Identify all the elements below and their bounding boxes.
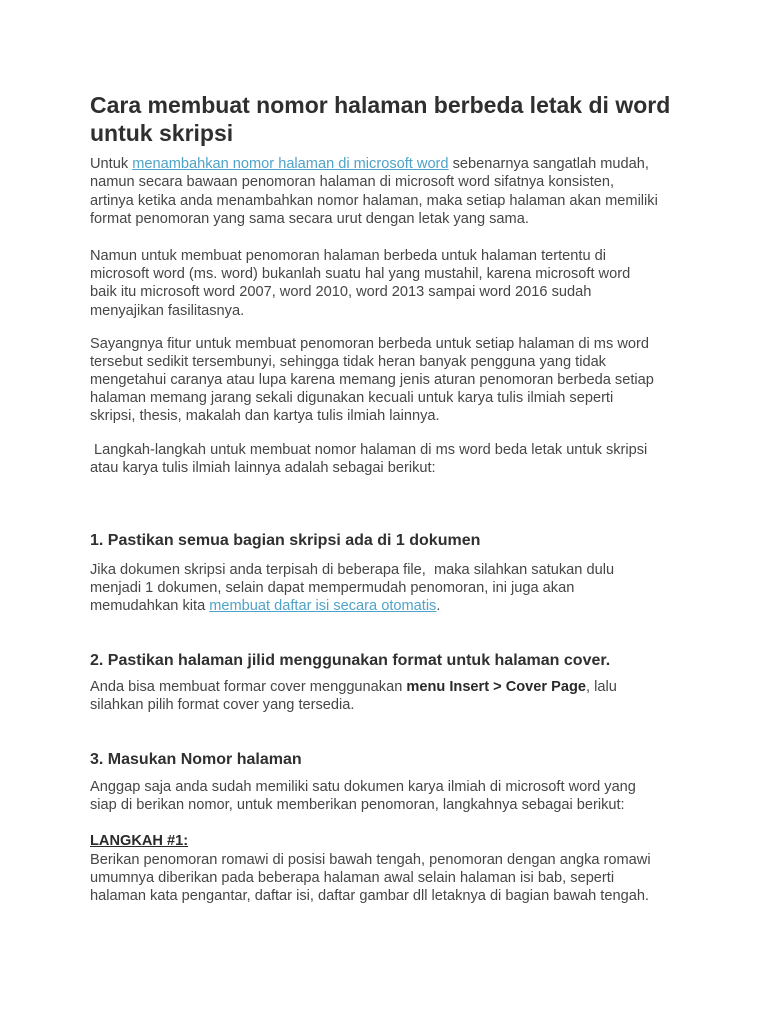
paragraph-line: Berikan penomoran romawi di posisi bawah tengah, penomoran dengan angka romawi bbox=[90, 852, 651, 868]
paragraph-line: menjadi 1 dokumen, selain dapat mempermudah penomoran, ini juga akan bbox=[90, 580, 575, 596]
paragraph-line: Sayangnya fitur untuk membuat penomoran berbeda untuk setiap halaman di ms word bbox=[90, 336, 649, 352]
paragraph-line: umumnya diberikan pada beberapa halaman awal selain halaman isi bab, seperti bbox=[90, 870, 615, 886]
paragraph-line: namun secara bawaan penomoran halaman di microsoft word sifatnya konsisten, bbox=[90, 174, 615, 190]
menu-path: menu Insert > Cover Page bbox=[406, 679, 587, 695]
text: , lalu bbox=[586, 679, 617, 695]
text: Anda bisa membuat formar cover menggunakan bbox=[90, 679, 407, 695]
paragraph-line: baik itu microsoft word 2007, word 2010, word 2013 sampai word 2016 sudah bbox=[90, 284, 592, 300]
paragraph-line: siap di berikan nomor, untuk memberikan penomoran, langkahnya sebagai berikut: bbox=[90, 797, 625, 813]
paragraph-line: halaman memang jarang sekali digunakan kecuali untuk karya tulis ilmiah seperti bbox=[90, 390, 614, 406]
paragraph-line: halaman kata pengantar, daftar isi, daftar gambar dll letaknya di bagian bawah tengah. bbox=[90, 888, 649, 904]
paragraph-line bbox=[90, 678, 617, 696]
paragraph-line bbox=[90, 155, 649, 173]
text: sebenarnya sangatlah mudah, bbox=[448, 156, 649, 172]
paragraph-line bbox=[90, 597, 440, 615]
step-label: LANGKAH #1: bbox=[90, 833, 189, 849]
section-heading-1: 1. Pastikan semua bagian skripsi ada di 1 dokumen bbox=[90, 532, 481, 549]
paragraph-line: menyajikan fasilitasnya. bbox=[90, 303, 245, 319]
text: . bbox=[436, 598, 441, 614]
link-add-page-number[interactable]: menambahkan nomor halaman di microsoft word bbox=[132, 156, 449, 172]
link-table-of-contents[interactable]: membuat daftar isi secara otomatis bbox=[209, 598, 437, 614]
paragraph-line: microsoft word (ms. word) bukanlah suatu hal yang mustahil, karena microsoft word bbox=[90, 266, 631, 282]
paragraph-line: artinya ketika anda menambahkan nomor halaman, maka setiap halaman akan memiliki bbox=[90, 193, 658, 209]
section-heading-2: 2. Pastikan halaman jilid menggunakan format untuk halaman cover. bbox=[90, 652, 611, 669]
paragraph-line: mengetahui caranya atau lupa karena memang jenis aturan penomoran berbeda setiap bbox=[90, 372, 654, 388]
section-heading-3: 3. Masukan Nomor halaman bbox=[90, 751, 302, 768]
paragraph-line: Langkah-langkah untuk membuat nomor halaman di ms word beda letak untuk skripsi bbox=[90, 442, 648, 458]
paragraph-line: skripsi, thesis, makalah dan kartya tulis ilmiah lainnya. bbox=[90, 408, 440, 424]
paragraph-line: Anggap saja anda sudah memiliki satu dokumen karya ilmiah di microsoft word yang bbox=[90, 779, 636, 795]
paragraph-line: Namun untuk membuat penomoran halaman berbeda untuk halaman tertentu di bbox=[90, 248, 606, 264]
paragraph-line: silahkan pilih format cover yang tersedia. bbox=[90, 697, 355, 713]
text: Untuk bbox=[90, 156, 133, 172]
paragraph-line: Jika dokumen skripsi anda terpisah di beberapa file, maka silahkan satukan dulu bbox=[90, 562, 615, 578]
paragraph-line: tersebut sedikit tersembunyi, sehingga tidak heran banyak pengguna yang tidak bbox=[90, 354, 606, 370]
page-title: Cara membuat nomor halaman berbeda letak di word bbox=[90, 92, 671, 118]
page-title: untuk skripsi bbox=[90, 120, 234, 146]
paragraph-line: atau karya tulis ilmiah lainnya adalah sebagai berikut: bbox=[90, 460, 436, 476]
text: memudahkan kita bbox=[90, 598, 210, 614]
paragraph-line: format penomoran yang sama secara urut dengan letak yang sama. bbox=[90, 211, 529, 227]
